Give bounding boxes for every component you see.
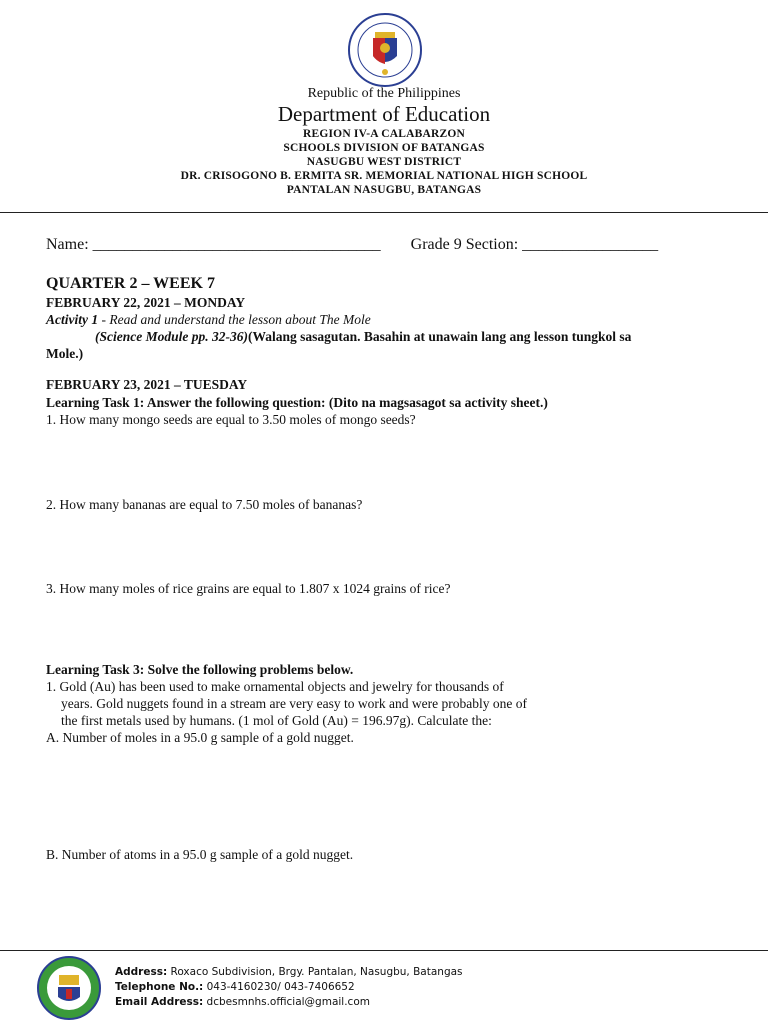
module-reference: (Science Module pp. 32-36) xyxy=(95,329,248,344)
problem-part-a: A. Number of moles in a 95.0 g sample of a gold nugget. xyxy=(46,730,354,745)
location-line: PANTALAN NASUGBU, BATANGAS xyxy=(286,184,482,196)
tuesday-date: FEBRUARY 23, 2021 – TUESDAY xyxy=(46,377,248,392)
problem-line-1: 1. Gold (Au) has been used to make ornamental objects and jewelry for thousands of xyxy=(46,679,504,694)
question-1: 1. How many mongo seeds are equal to 3.50 moles of mongo seeds? xyxy=(46,412,416,427)
problem-line-3: the first metals used by humans. (1 mol of Gold (Au) = 196.97g). Calculate the: xyxy=(61,713,492,728)
module-note: (Walang sasagutan. Basahin at unawain lang ang lesson tungkol sa xyxy=(247,329,632,344)
footer-address-line xyxy=(115,966,463,978)
activity-1-label: Activity 1 xyxy=(46,312,99,327)
phone-value: 043-4160230/ 043-7406652 xyxy=(203,981,355,993)
email-value[interactable]: dcbesmnhs.official@gmail.com xyxy=(203,996,370,1008)
email-label: Email Address: xyxy=(115,996,204,1008)
quarter-week-heading: QUARTER 2 – WEEK 7 xyxy=(46,275,215,292)
address-label: Address: xyxy=(115,966,168,978)
footer-divider xyxy=(0,950,768,951)
grade-section-field-label: Grade 9 Section: _________________ xyxy=(410,236,659,253)
republic-line: Republic of the Philippines xyxy=(307,86,461,101)
module-note-line xyxy=(95,329,631,345)
name-section-row xyxy=(46,236,726,254)
division-line: SCHOOLS DIVISION OF BATANGAS xyxy=(283,142,485,154)
school-line: DR. CRISOGONO B. ERMITA SR. MEMORIAL NATIONAL HIGH SCHOOL xyxy=(180,170,588,182)
school-seal-logo xyxy=(36,955,102,1021)
problem-line-2: years. Gold nuggets found in a stream are very easy to work and were probably one of xyxy=(61,696,527,711)
address-value: Roxaco Subdivision, Brgy. Pantalan, Nasugbu, Batangas xyxy=(167,966,463,978)
learning-task-3-heading: Learning Task 3: Solve the following problems below. xyxy=(46,662,354,677)
district-line: NASUGBU WEST DISTRICT xyxy=(306,156,462,168)
learning-task-1-heading: Learning Task 1: Answer the following question: (Dito na magsasagot sa activity sheet.) xyxy=(46,395,548,410)
region-line: REGION IV-A CALABARZON xyxy=(302,128,465,140)
footer-phone-line xyxy=(115,981,355,993)
activity-1-text: - Read and understand the lesson about The Mole xyxy=(98,312,371,327)
monday-date: FEBRUARY 22, 2021 – MONDAY xyxy=(46,295,246,310)
module-note-continuation: Mole.) xyxy=(46,346,84,361)
name-field-label: Name: ____________________________________ xyxy=(46,236,381,253)
department-title: Department of Education xyxy=(277,102,491,126)
header-divider xyxy=(0,212,768,213)
question-2: 2. How many bananas are equal to 7.50 moles of bananas? xyxy=(46,497,363,512)
activity-1-line xyxy=(46,312,371,328)
phone-label: Telephone No.: xyxy=(115,981,204,993)
problem-part-b: B. Number of atoms in a 95.0 g sample of a gold nugget. xyxy=(46,847,354,862)
question-3: 3. How many moles of rice grains are equal to 1.807 x 1024 grains of rice? xyxy=(46,581,451,596)
deped-seal-logo xyxy=(347,12,423,88)
footer-email-line xyxy=(115,996,370,1008)
